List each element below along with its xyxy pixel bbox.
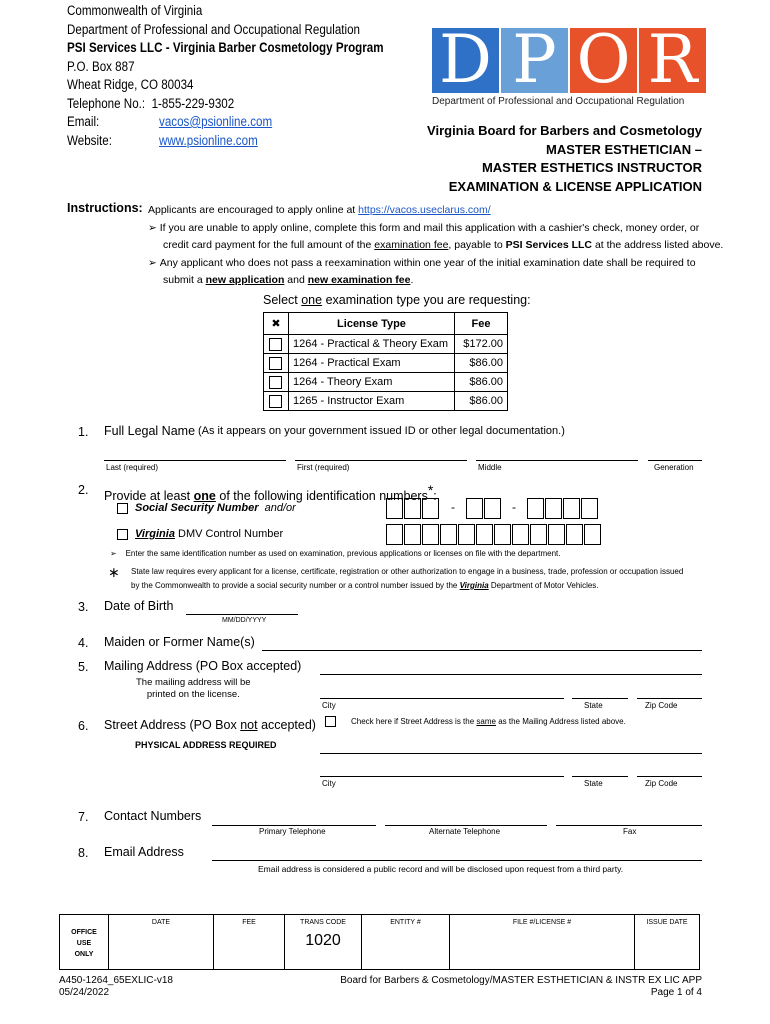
city-caption: City <box>322 701 336 710</box>
digit-box[interactable] <box>484 498 501 519</box>
title-line: MASTER ESTHETICS INSTRUCTOR <box>481 160 702 175</box>
mailing-city-line <box>320 698 564 699</box>
street-city-line <box>320 776 564 777</box>
digit-box[interactable] <box>404 498 421 519</box>
license-type: 1264 - Practical & Theory Exam <box>289 335 455 354</box>
ssn-dash: - <box>451 500 455 514</box>
email-line <box>212 860 702 861</box>
fee-amount: $86.00 <box>455 392 508 411</box>
form-title <box>427 122 702 196</box>
office-entity: ENTITY # <box>362 915 450 970</box>
dmv-text: Virginia <box>135 528 175 540</box>
digit-box[interactable] <box>494 524 511 545</box>
q6-text: Street Address (PO Box <box>104 718 237 732</box>
footer-right <box>340 975 702 999</box>
note-emphasis: same <box>476 717 496 726</box>
q6-text: accepted) <box>261 718 316 732</box>
note-text: printed on the license. <box>146 689 240 700</box>
bullet-text: . <box>410 274 414 286</box>
q4-number: 4. <box>78 636 89 650</box>
bullet-text: submit a <box>163 274 203 286</box>
bullet-text: If you are unable to apply online, complete this form and mail this application with a cashier's check, money order, or <box>159 221 700 234</box>
header-line: Department of Professional and Occupational Regulation <box>67 21 361 37</box>
digit-box[interactable] <box>458 524 475 545</box>
license-type: 1264 - Theory Exam <box>289 373 455 392</box>
alternate-phone-caption: Alternate Telephone <box>429 827 501 836</box>
office-text: OFFICE <box>71 929 97 936</box>
q3-label: Date of Birth <box>104 599 174 613</box>
q2-text: of the following identification numbers <box>219 489 428 504</box>
logo-letter: P <box>512 21 557 98</box>
last-caption: Last (required) <box>106 463 159 472</box>
arrow-bullet-icon: ➢ <box>110 549 117 558</box>
exam-checkbox[interactable] <box>269 376 282 389</box>
q8-number: 8. <box>78 846 89 860</box>
andor-text: and/or <box>264 502 296 514</box>
middle-name-line <box>476 460 638 461</box>
dmv-text: DMV Control Number <box>178 528 284 540</box>
fax-line <box>556 825 702 826</box>
instructions-block <box>148 202 723 290</box>
q2-emphasis: one <box>193 489 216 504</box>
table-row <box>264 354 508 373</box>
same-address-checkbox[interactable] <box>325 716 336 727</box>
street-state-line <box>572 776 628 777</box>
license-type: 1265 - Instructor Exam <box>289 392 455 411</box>
digit-box[interactable] <box>545 498 562 519</box>
q2-note-2 <box>131 565 683 593</box>
office-use-label <box>60 915 109 970</box>
dob-format: MM/DD/YYYY <box>222 617 267 624</box>
q7-number: 7. <box>78 810 89 824</box>
primary-phone-line <box>212 825 376 826</box>
phone-label: Telephone No.: <box>67 95 146 111</box>
generation-line <box>648 460 702 461</box>
instructions-intro: Applicants are encouraged to apply online at <box>148 204 356 216</box>
exam-checkbox[interactable] <box>269 357 282 370</box>
bullet-emphasis: PSI Services LLC <box>505 239 593 251</box>
q1-label: Full Legal Name <box>104 424 196 438</box>
note-text: as the Mailing Address listed above. <box>498 717 626 726</box>
form-id: A450-1264_65EXLIC-v18 <box>59 975 173 986</box>
email-link[interactable]: vacos@psionline.com <box>159 114 273 129</box>
q5-note <box>136 677 251 701</box>
digit-box[interactable] <box>404 524 421 545</box>
digit-box[interactable] <box>584 524 601 545</box>
logo-subtitle: Department of Professional and Occupational Regulation <box>432 96 685 107</box>
office-file-license: FILE #/LICENSE # <box>450 915 635 970</box>
physical-address-required: PHYSICAL ADDRESS REQUIRED <box>135 740 277 750</box>
note-text: The mailing address will be <box>136 677 251 688</box>
q5-number: 5. <box>78 660 89 674</box>
note-text: Department of Motor Vehicles. <box>490 581 599 590</box>
bullet-text: at the address listed above. <box>594 239 724 251</box>
state-caption: State <box>584 701 603 710</box>
apply-online-link[interactable]: https://vacos.useclarus.com/ <box>358 204 491 216</box>
prompt-emphasis: one <box>301 293 323 307</box>
email-label: Email: <box>67 114 100 129</box>
dmv-label <box>135 528 283 540</box>
first-name-line <box>295 460 467 461</box>
bullet-text: , payable to <box>448 239 503 251</box>
bullet-text: Any applicant who does not pass a reexamination within one year of the initial examination date shall be required to <box>159 256 696 269</box>
office-date: DATE <box>109 915 214 970</box>
digit-box[interactable] <box>386 524 403 545</box>
same-address-label <box>351 717 626 726</box>
exam-fee-table <box>263 312 508 411</box>
digit-box[interactable] <box>422 524 439 545</box>
q6-emphasis: not <box>240 718 258 732</box>
header-line: Commonwealth of Virginia <box>67 3 203 18</box>
q2-text: Provide at least <box>104 489 191 504</box>
office-issue-date: ISSUE DATE <box>635 915 700 970</box>
q2-number: 2. <box>78 483 89 497</box>
website-label: Website: <box>67 132 112 148</box>
trans-code-value: 1020 <box>305 932 341 949</box>
ssn-dash: - <box>512 500 516 514</box>
header-line: Wheat Ridge, CO 80034 <box>67 77 194 92</box>
instructions-label: Instructions: <box>67 201 143 215</box>
ssn-text: Social Security Number <box>135 502 259 514</box>
dpor-logo <box>432 21 704 110</box>
page-number: Page 1 of 4 <box>650 987 702 998</box>
bullet-emphasis: new application <box>205 274 285 286</box>
title-line: MASTER ESTHETICIAN – <box>545 141 702 157</box>
arrow-bullet-icon: ➢ <box>148 221 157 234</box>
digit-box[interactable] <box>476 524 493 545</box>
bullet-emphasis: new examination fee <box>307 274 411 286</box>
ssn-checkbox[interactable] <box>117 503 128 514</box>
bullet-text: and <box>287 274 305 286</box>
table-header-row <box>264 313 508 335</box>
q7-label: Contact Numbers <box>104 809 202 823</box>
zip-caption: Zip Code <box>645 779 678 788</box>
office-text: ONLY <box>74 951 94 958</box>
generation-caption: Generation <box>654 463 694 472</box>
q3-number: 3. <box>78 600 89 614</box>
q6-label <box>104 718 316 732</box>
fee-amount: $86.00 <box>455 373 508 392</box>
mailing-zip-line <box>637 698 702 699</box>
last-name-line <box>104 460 286 461</box>
office-trans-code <box>285 915 362 970</box>
table-row <box>264 373 508 392</box>
q5-label: Mailing Address (PO Box accepted) <box>104 659 302 673</box>
dmv-checkbox[interactable] <box>117 529 128 540</box>
license-type: 1264 - Practical Exam <box>289 354 455 373</box>
website-link[interactable]: www.psionline.com <box>159 132 258 148</box>
digit-box[interactable] <box>581 498 598 519</box>
title-line: EXAMINATION & LICENSE APPLICATION <box>448 178 702 194</box>
zip-caption: Zip Code <box>645 701 678 710</box>
column-header-license: License Type <box>289 313 455 335</box>
digit-box[interactable] <box>512 524 529 545</box>
office-text: USE <box>76 940 92 947</box>
table-row <box>264 392 508 411</box>
q4-label: Maiden or Former Name(s) <box>104 635 255 649</box>
digit-box[interactable] <box>563 498 580 519</box>
q8-label: Email Address <box>104 845 184 859</box>
note-text: State law requires every applicant for a license, certificate, registration or other authorization to engage in a business, trade, profession or occupation issued <box>131 567 684 576</box>
asterisk-icon: ∗ <box>108 564 120 580</box>
office-use-table <box>59 914 700 970</box>
logo-letter: O <box>576 21 631 98</box>
street-zip-line <box>637 776 702 777</box>
digit-box[interactable] <box>527 498 544 519</box>
note-text: Enter the same identification number as used on examination, previous applications or licenses on file with the department. <box>125 549 561 558</box>
prompt-text: examination type you are requesting: <box>325 293 531 307</box>
q6-number: 6. <box>78 719 89 733</box>
digit-box[interactable] <box>566 524 583 545</box>
q2-note-1 <box>110 549 561 558</box>
mailing-street-line <box>320 674 702 675</box>
exam-checkbox[interactable] <box>269 395 282 408</box>
form-board-name: Board for Barbers & Cosmetology/MASTER ESTHETICIAN & INSTR EX LIC APP <box>340 975 702 986</box>
header-line: P.O. Box 887 <box>67 58 135 74</box>
bullet-text: credit card payment for the full amount of the <box>163 239 372 251</box>
digit-box[interactable] <box>466 498 483 519</box>
prompt-text: Select <box>263 293 298 307</box>
city-caption: City <box>322 779 336 788</box>
logo-letter: R <box>647 21 698 98</box>
trans-code-label: TRANS CODE <box>300 919 346 926</box>
digit-box[interactable] <box>386 498 403 519</box>
exam-prompt <box>263 293 531 307</box>
x-mark-icon: ✖ <box>264 313 289 335</box>
office-fee: FEE <box>214 915 285 970</box>
form-date: 05/24/2022 <box>59 987 110 998</box>
alternate-phone-line <box>385 825 547 826</box>
fee-amount: $172.00 <box>455 335 508 354</box>
phone-value: 1-855-229-9302 <box>151 95 235 111</box>
state-caption: State <box>584 779 603 788</box>
mailing-state-line <box>572 698 628 699</box>
digit-box[interactable] <box>530 524 547 545</box>
header-line: PSI Services LLC - Virginia Barber Cosmetology Program <box>67 40 384 55</box>
maiden-name-line <box>262 650 702 651</box>
title-line: Virginia Board for Barbers and Cosmetology <box>427 123 702 138</box>
table-row <box>264 335 508 354</box>
first-caption: First (required) <box>297 463 350 472</box>
digit-box[interactable] <box>548 524 565 545</box>
fee-amount: $86.00 <box>455 354 508 373</box>
exam-checkbox[interactable] <box>269 338 282 351</box>
dob-line <box>186 614 298 615</box>
digit-box[interactable] <box>440 524 457 545</box>
footer-left <box>59 975 173 999</box>
middle-caption: Middle <box>478 463 502 472</box>
street-line <box>320 753 702 754</box>
agency-address-block <box>67 2 384 150</box>
asterisk-icon: * <box>427 482 434 498</box>
q2-text: : <box>433 489 437 504</box>
q1-number: 1. <box>78 425 89 439</box>
email-note: Email address is considered a public record and will be disclosed upon request from a third party. <box>258 864 624 874</box>
primary-phone-caption: Primary Telephone <box>259 827 326 836</box>
fax-caption: Fax <box>623 827 637 836</box>
q1-note: (As it appears on your government issued ID or other legal documentation.) <box>198 425 565 437</box>
note-text: by the Commonwealth to provide a social security number or a control number issued by the <box>131 581 458 590</box>
arrow-bullet-icon: ➢ <box>148 256 157 269</box>
digit-box[interactable] <box>422 498 439 519</box>
bullet-emphasis: examination fee <box>374 239 449 251</box>
ssn-label <box>135 502 296 514</box>
note-emphasis: Virginia <box>459 581 489 590</box>
note-text: Check here if Street Address is the <box>351 717 475 726</box>
column-header-fee: Fee <box>455 313 508 335</box>
logo-letter: D <box>439 21 492 98</box>
